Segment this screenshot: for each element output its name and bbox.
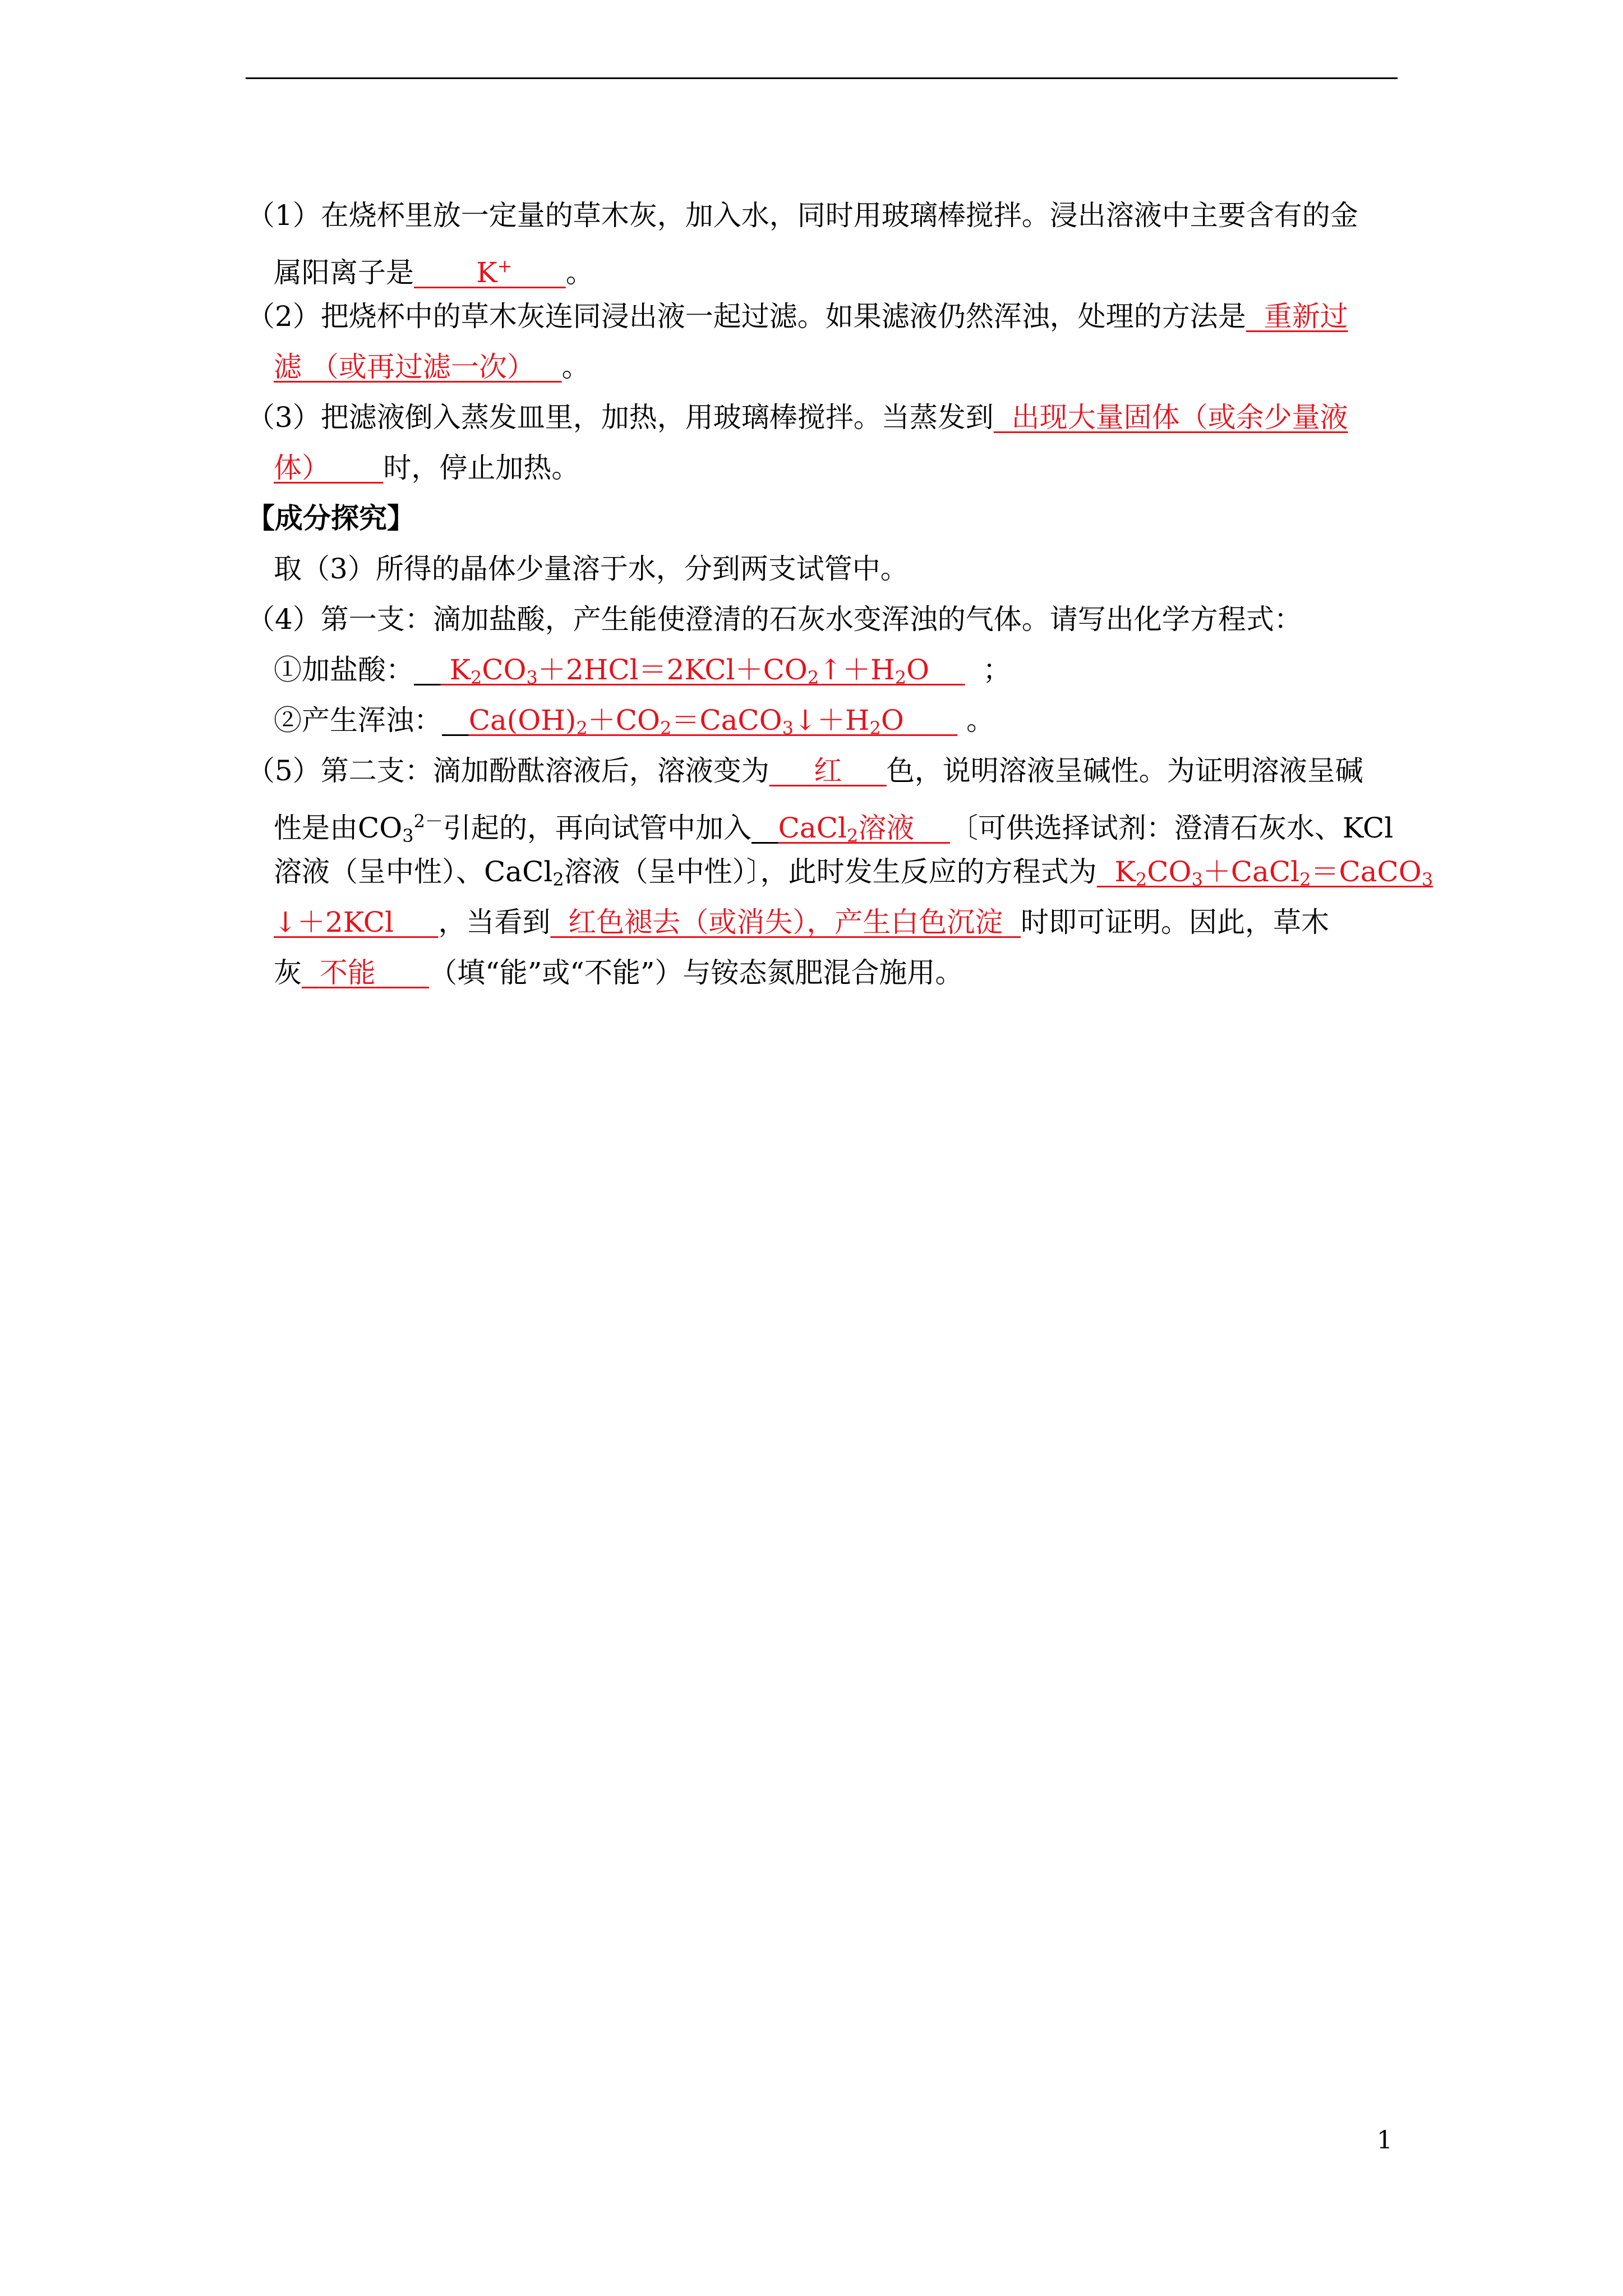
page-number: 1	[1377, 2126, 1393, 2155]
q1-line-2: 属阳离子是 K+ 。	[274, 255, 594, 289]
q4-line-1: （4）第一支：滴加盐酸，产生能使澄清的石灰水变浑浊的气体。请写出化学方程式：	[247, 603, 1302, 636]
q2-answer-a: 重新过	[1264, 300, 1348, 333]
q5-line-1: （5）第二支：滴加酚酞溶液后，溶液变为 红 色，说明溶液呈碱性。为证明溶液呈碱	[247, 754, 1363, 787]
q5-answer-reagent: CaCl$_2$溶液	[778, 812, 915, 846]
q3-answer-a: 出现大量固体（或余少量液	[1011, 401, 1348, 434]
q5-answer-obs: 红色褪去（或消失），产生白色沉淀	[568, 906, 1003, 938]
q2-line-2: 滤 （或再过滤一次） 。	[274, 351, 590, 383]
q2-line-1: （2）把烧杯中的草木灰连同浸出液一起过滤。如果滤液仍然浑浊，处理的方法是 重新过	[247, 300, 1348, 333]
q5-line-4: ↓＋2KCl ，当看到 红色褪去（或消失），产生白色沉淀 时即可证明。因此，草木	[274, 906, 1330, 938]
q5-line-5: 灰 不能 （填“能”或“不能”）与铵态氮肥混合施用。	[274, 956, 963, 989]
q5-line-2: 性是由$CO_3^{2-}$引起的，再向试管中加入 CaCl$_2$溶液 〔可供选择试剂：澄清石灰水、KCl	[274, 811, 1394, 846]
header-rule	[246, 77, 1398, 79]
intro-text: 取（3）所得的晶体少量溶于水，分到两支试管中。	[274, 553, 909, 585]
q5-line-3: 溶液（呈中性）、CaCl$_2$溶液（呈中性）〕，此时发生反应的方程式为 $K_2CO_3+CaCl_2=CaCO_3$	[274, 855, 1433, 890]
q3-answer-b: 体）	[274, 452, 330, 484]
q5-answer-eq-b: ↓＋2KCl	[274, 906, 439, 938]
eq1-answer: $K_2CO_3+2HCl=2KCl+CO_2↑+H_2O$	[440, 654, 965, 688]
q2-answer-b: 滤 （或再过滤一次）	[274, 351, 535, 383]
q1-line-1: （1）在烧杯里放一定量的草木灰，加入水，同时用玻璃棒搅拌。浸出溶液中主要含有的金	[247, 199, 1358, 232]
q4-eq2: ②产生浑浊： $Ca(OH)_2+CO_2=CaCO_3↓+H_2O$ 。	[274, 704, 995, 739]
q5-answer-can: 不能	[319, 956, 376, 989]
q3-line-1: （3）把滤液倒入蒸发皿里，加热，用玻璃棒搅拌。当蒸发到 出现大量固体（或余少量液	[247, 401, 1348, 434]
eq2-answer: $Ca(OH)_2+CO_2=CaCO_3↓+H_2O$	[468, 704, 958, 739]
q5-answer-eq-a: $K_2CO_3+CaCl_2=CaCO_3$	[1096, 855, 1433, 890]
q3-line-2: 体） 时，停止加热。	[274, 452, 580, 484]
q1-answer: K+	[476, 255, 513, 289]
q4-eq1: ①加盐酸： $K_2CO_3+2HCl=2KCl+CO_2↑+H_2O$ ；	[274, 654, 1011, 688]
q5-answer-color: 红	[814, 754, 842, 787]
section-title: 【成分探究】	[247, 501, 415, 535]
